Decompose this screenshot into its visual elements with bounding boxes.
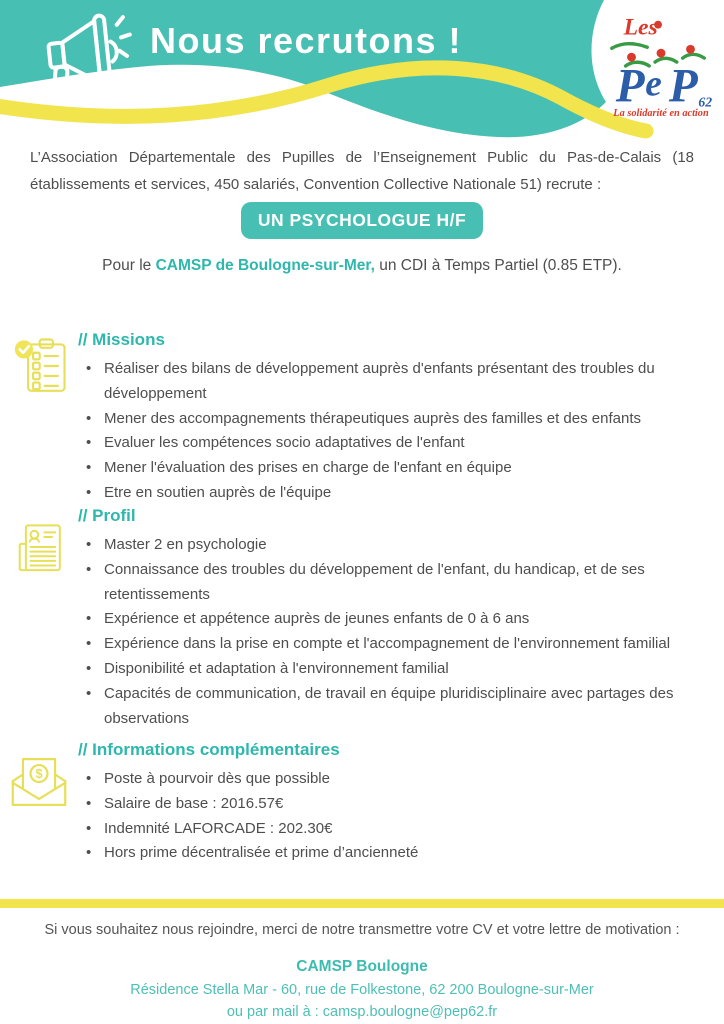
profil-heading: // Profil: [78, 506, 136, 525]
logo-letter-e: e: [645, 63, 662, 105]
bullet-item: • Poste à pourvoir dès que possible: [78, 767, 702, 792]
badge-row: [0, 202, 724, 239]
bullet-item: • Indemnité LAFORCADE : 202.30€: [78, 817, 702, 842]
envelope-money-icon: [6, 752, 72, 812]
bullet-item: • Hors prime décentralisée et prime d’ancienneté: [78, 841, 702, 866]
informations-list: [78, 767, 702, 866]
footer-note: Si vous souhaitez nous rejoindre, merci de notre transmettre votre CV et votre lettre de motivation :: [44, 922, 680, 938]
footer-email-address[interactable]: camsp.boulogne@pep62.fr: [322, 1004, 498, 1020]
bullet-item: • Salaire de base : 2016.57€: [78, 792, 702, 817]
bullet-item: • Master 2 en psychologie: [78, 533, 702, 558]
bullet-item: • Capacités de communication, de travail en équipe pluridisciplinaire avec partages des observations: [78, 682, 702, 732]
section-profil: [78, 506, 702, 731]
page-title: Nous recrutons !: [150, 20, 463, 61]
checklist-icon: [14, 334, 72, 398]
logo-number-62: 62: [698, 94, 713, 110]
footer-organization: CAMSP Boulogne: [296, 958, 428, 975]
les-pep62-logo: [602, 10, 720, 118]
bullet-item: • Disponibilité et adaptation à l'environnement familial: [78, 657, 702, 682]
footer-mail-prefix: ou par mail à :: [226, 1004, 323, 1020]
bullet-item: • Etre en soutien auprès de l'équipe: [78, 481, 702, 506]
bullet-item: • Evaluer les compétences socio adaptatives de l'enfant: [78, 431, 702, 456]
section-informations: [78, 740, 702, 866]
job-title-badge: UN PSYCHOLOGUE H/F: [241, 202, 483, 239]
footer-yellow-divider: [0, 899, 724, 908]
subtitle-prefix: Pour le: [102, 257, 156, 274]
logo-letter-p2: P: [668, 60, 698, 113]
bullet-item: • Réaliser des bilans de développement auprès d'enfants présentant des troubles du développement: [78, 357, 702, 407]
bullet-item: • Mener l'évaluation des prises en charge de l'enfant en équipe: [78, 456, 702, 481]
bullet-item: • Connaissance des troubles du développement de l'enfant, du handicap, et de ses retentissements: [78, 558, 702, 608]
bullet-item: • Expérience et appétence auprès de jeunes enfants de 0 à 6 ans: [78, 607, 702, 632]
contract-subtitle: [0, 257, 724, 275]
footer-address: Résidence Stella Mar - 60, rue de Folkestone, 62 200 Boulogne-sur-Mer: [130, 982, 594, 998]
megaphone-icon: [36, 10, 140, 106]
section-missions: [78, 330, 702, 506]
profil-list: [78, 533, 702, 731]
logo-tagline: La solidarité en action: [613, 108, 709, 118]
bullet-item: • Mener des accompagnements thérapeutiques auprès des familles et des enfants: [78, 407, 702, 432]
logo-word-les: Les: [623, 14, 658, 41]
missions-heading: // Missions: [78, 330, 165, 349]
subtitle-location: CAMSP de Boulogne-sur-Mer,: [155, 257, 375, 274]
intro-paragraph: L’Association Départementale des Pupilles de l’Enseignement Public du Pas-de-Calais (18 établissements et services, 450 salariés, Convention Collective Nationale 51) recrute :: [30, 149, 694, 193]
logo-letter-p1: P: [615, 60, 645, 113]
footer-mail-line: [0, 1004, 724, 1020]
subtitle-suffix: un CDI à Temps Partiel (0.85 ETP).: [374, 257, 622, 274]
dollar-sign: $: [35, 766, 43, 781]
bullet-item: • Expérience dans la prise en compte et l'accompagnement de l'environnement familial: [78, 632, 702, 657]
cv-document-icon: [12, 518, 66, 576]
informations-heading: // Informations complémentaires: [78, 740, 340, 759]
missions-list: [78, 357, 702, 506]
